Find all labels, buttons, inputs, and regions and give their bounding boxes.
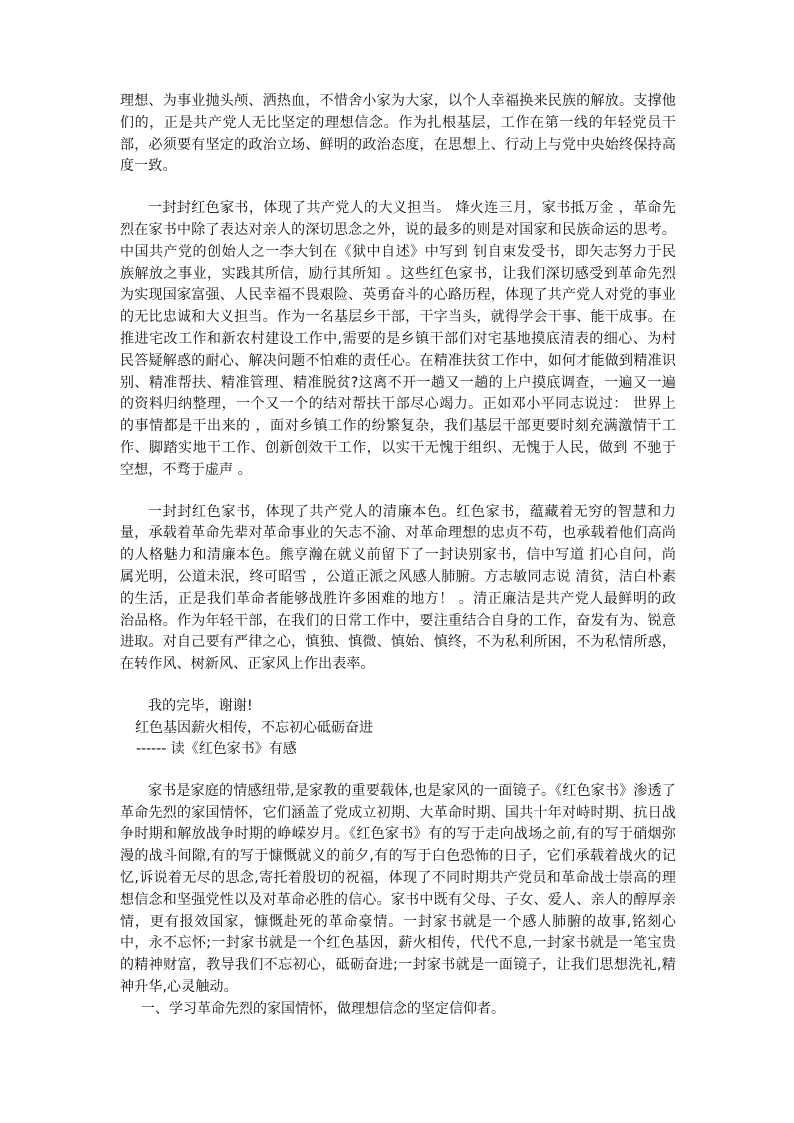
- closing-remark: 我的完毕，谢谢!: [148, 697, 253, 714]
- paragraph-family-letters: 家书是家庭的情感纽带,是家教的重要载体,也是家风的一面镜子。《红色家书》渗透了革命先烈的家国情怀，它们涵盖了党成立初期、大革命时期、国共十年对峙时期、抗日战争时期和解放战争时期的峥嵘岁月。《红色家书》有的写于走向战场之前,有的写于硝烟弥漫的战斗间隙,有的写于慷慨就义的前夕,有的写于白色恐怖的日子，它们承载着战火的记忆,诉说着无尽的思念,寄托着殷切的祝福，体现了不同时期共产党员和革命战士崇高的理想信念和坚强党性以及对革命必胜的信心。家书中既有父母、子女、爱人、亲人的醇厚亲情，更有报效国家，慷慨赴死的革命豪情。一封家书就是一个感人肺腑的故事,铭刻心中，永不忘怀;一封家书就是一个红色基因，薪火相传，代代不息,一封家书就是一笔宝贵的精神财富，教导我们不忘初心，砥砺奋进;一封家书就是一面镜子，让我们思想洗礼,精神升华,心灵触动。: [120, 782, 676, 995]
- essay-title: 红色基因薪火相传，不忘初心砥砺奋进: [135, 719, 373, 736]
- essay-subtitle: ------ 读《红色家书》有感: [136, 740, 297, 757]
- paragraph-integrity: 一封封红色家书，体现了共产党人的清廉本色。红色家书，蕴藏着无穷的智慧和力量，承载着革命先辈对革命事业的矢志不渝、对革命理想的忠贞不苟，也承载着他们高尚的人格魅力和清廉本色。熊亨瀚在就义前留下了一封诀别家书，信中写道 扪心自问，尚属光明，公道未泯，终可昭雪 ，公道正派之风感人肺腑。方志敏同志说 清贫，洁白朴素的生活，正是我们革命者能够战胜许多困难的地方！ 。清正廉洁是共产党人最鲜明的政治品格。作为年轻干部，在我们的日常工作中，要注重结合自身的工作，奋发有为、锐意进取。对自己要有严律之心，慎独、慎微、慎始、慎终，不为私利所困，不为私情所惑，在转作风、树新风、正家风上作出表率。: [120, 503, 676, 673]
- paragraph-responsibility: 一封封红色家书，体现了共产党人的大义担当。 烽火连三月，家书抵万金 ，革命先烈在家书中除了表达对亲人的深切思念之外，说的最多的则是对国家和民族命运的思考。中国共产党的创始人之一李大钊在《狱中自述》中写到 钊自束发受书，即矢志努力于民族解放之事业，实践其所信，励行其所知 。这些红色家书，让我们深切感受到革命先烈为实现国家富强、人民幸福不畏艰险、英勇奋斗的心路历程，体现了共产党人对党的事业的无比忠诚和大义担当。作为一名基层乡干部，干字当头，就得学会干事、能干成事。在推进宅改工作和新农村建设工作中,需要的是乡镇干部们对宅基地摸底清表的细心、为村民答疑解惑的耐心、解决问题不怕难的责任心。在精准扶贫工作中，如何才能做到精准识别、精准帮扶、精准管理、精准脱贫?这离不开一趟又一趟的上户摸底调查，一遍又一遍的资料归纳整理，一个又一个的结对帮扶干部尽心竭力。正如邓小平同志说过： 世界上的事情都是干出来的 ，面对乡镇工作的纷繁复杂，我们基层干部更要时刻充满激情干工作、脚踏实地干工作、创新创效干工作，以实干无愧于组织、无愧于人民，做到 不驰于空想，不骛于虚声 。: [120, 200, 676, 478]
- section-heading: 一、学习革命先烈的家国情怀，做理想信念的坚定信仰者。: [141, 1000, 505, 1017]
- paragraph-ideals: 理想、为事业抛头颅、洒热血，不惜舍小家为大家，以个人幸福换来民族的解放。支撑他们的，正是共产党人无比坚定的理想信念。作为扎根基层，工作在第一线的年轻党员干部，必须要有坚定的政治立场、鲜明的政治态度，在思想上、行动上与党中央始终保持高度一致。: [120, 93, 676, 175]
- document-page: [120, 91, 676, 1020]
